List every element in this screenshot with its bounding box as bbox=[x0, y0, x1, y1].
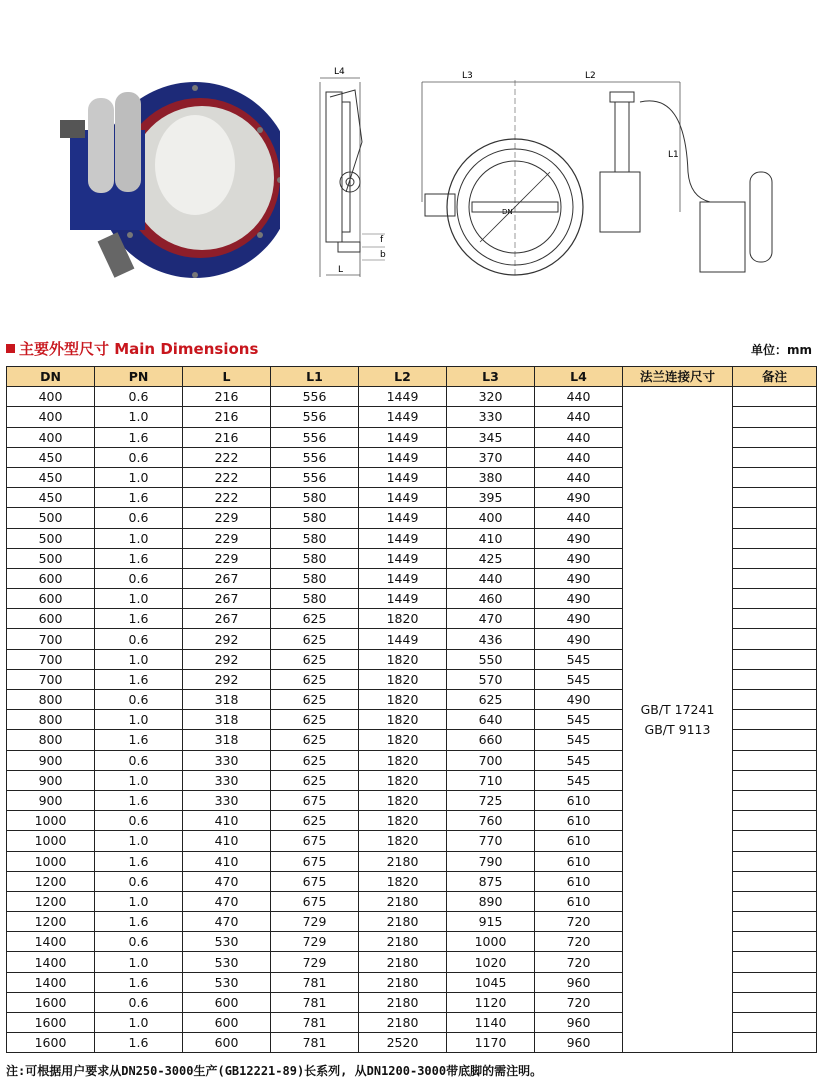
remark-cell bbox=[733, 407, 817, 427]
remark-cell bbox=[733, 710, 817, 730]
table-cell: 625 bbox=[271, 649, 359, 669]
table-cell: 960 bbox=[535, 972, 623, 992]
table-cell: 760 bbox=[447, 811, 535, 831]
table-cell: 556 bbox=[271, 467, 359, 487]
table-cell: 570 bbox=[447, 669, 535, 689]
table-cell: 460 bbox=[447, 589, 535, 609]
table-cell: 720 bbox=[535, 952, 623, 972]
table-cell: 267 bbox=[183, 589, 271, 609]
table-cell: 625 bbox=[271, 710, 359, 730]
table-cell: 1449 bbox=[359, 629, 447, 649]
table-cell: 2180 bbox=[359, 851, 447, 871]
table-cell: 222 bbox=[183, 447, 271, 467]
table-cell: 470 bbox=[183, 891, 271, 911]
table-cell: 1449 bbox=[359, 508, 447, 528]
table-cell: 0.6 bbox=[95, 992, 183, 1012]
remark-cell bbox=[733, 851, 817, 871]
remark-cell bbox=[733, 1013, 817, 1033]
label-l2: L2 bbox=[585, 71, 596, 81]
table-cell: 500 bbox=[7, 528, 95, 548]
column-header: L3 bbox=[447, 367, 535, 387]
column-header: PN bbox=[95, 367, 183, 387]
table-cell: 0.6 bbox=[95, 932, 183, 952]
table-cell: 470 bbox=[183, 912, 271, 932]
table-cell: 0.6 bbox=[95, 568, 183, 588]
remark-cell bbox=[733, 467, 817, 487]
table-cell: 2180 bbox=[359, 891, 447, 911]
table-cell: 900 bbox=[7, 790, 95, 810]
table-cell: 500 bbox=[7, 508, 95, 528]
remark-cell bbox=[733, 528, 817, 548]
table-cell: 725 bbox=[447, 790, 535, 810]
footnote: 注:可根据用户要求从DN250-3000生产(GB12221-89)长系列, 从DN1200-3000带底脚的需注明。 bbox=[6, 1064, 543, 1078]
table-cell: 2180 bbox=[359, 912, 447, 932]
table-cell: 345 bbox=[447, 427, 535, 447]
table-cell: 1820 bbox=[359, 871, 447, 891]
table-cell: 600 bbox=[7, 568, 95, 588]
table-cell: 960 bbox=[535, 1033, 623, 1053]
table-cell: 660 bbox=[447, 730, 535, 750]
label-l3: L3 bbox=[462, 71, 473, 81]
table-cell: 440 bbox=[535, 387, 623, 407]
remark-cell bbox=[733, 891, 817, 911]
table-cell: 410 bbox=[183, 851, 271, 871]
table-cell: 580 bbox=[271, 589, 359, 609]
table-cell: 530 bbox=[183, 932, 271, 952]
table-cell: 1200 bbox=[7, 912, 95, 932]
table-cell: 781 bbox=[271, 972, 359, 992]
label-l1: L1 bbox=[668, 150, 679, 160]
table-cell: 1.6 bbox=[95, 548, 183, 568]
table-cell: 1120 bbox=[447, 992, 535, 1012]
table-cell: 1449 bbox=[359, 568, 447, 588]
table-cell: 675 bbox=[271, 871, 359, 891]
table-cell: 1400 bbox=[7, 952, 95, 972]
table-cell: 610 bbox=[535, 871, 623, 891]
table-cell: 675 bbox=[271, 851, 359, 871]
table-cell: 729 bbox=[271, 912, 359, 932]
table-cell: 1000 bbox=[7, 851, 95, 871]
table-cell: 610 bbox=[535, 891, 623, 911]
table-cell: 580 bbox=[271, 508, 359, 528]
remark-cell bbox=[733, 1033, 817, 1053]
remark-cell bbox=[733, 669, 817, 689]
column-header: L4 bbox=[535, 367, 623, 387]
table-cell: 410 bbox=[183, 831, 271, 851]
table-cell: 1.6 bbox=[95, 851, 183, 871]
remark-cell bbox=[733, 508, 817, 528]
table-cell: 292 bbox=[183, 629, 271, 649]
table-cell: 400 bbox=[7, 387, 95, 407]
table-cell: 2180 bbox=[359, 932, 447, 952]
table-cell: 1.6 bbox=[95, 912, 183, 932]
table-cell: 490 bbox=[535, 548, 623, 568]
table-cell: 600 bbox=[7, 609, 95, 629]
table-cell: 370 bbox=[447, 447, 535, 467]
table-cell: 600 bbox=[183, 1013, 271, 1033]
table-cell: 490 bbox=[535, 568, 623, 588]
table-cell: 1449 bbox=[359, 528, 447, 548]
table-cell: 320 bbox=[447, 387, 535, 407]
remark-cell bbox=[733, 548, 817, 568]
table-cell: 1820 bbox=[359, 811, 447, 831]
section-header bbox=[6, 338, 814, 362]
front-view-drawing bbox=[410, 62, 780, 287]
table-cell: 545 bbox=[535, 669, 623, 689]
table-cell: 1000 bbox=[447, 932, 535, 952]
table-cell: 720 bbox=[535, 992, 623, 1012]
table-cell: 450 bbox=[7, 488, 95, 508]
table-cell: 1000 bbox=[7, 831, 95, 851]
remark-cell bbox=[733, 992, 817, 1012]
table-cell: 700 bbox=[7, 649, 95, 669]
table-cell: 625 bbox=[271, 770, 359, 790]
table-cell: 545 bbox=[535, 649, 623, 669]
table-cell: 625 bbox=[271, 690, 359, 710]
table-cell: 490 bbox=[535, 528, 623, 548]
table-cell: 600 bbox=[183, 1033, 271, 1053]
table-cell: 610 bbox=[535, 790, 623, 810]
table-cell: 720 bbox=[535, 912, 623, 932]
table-cell: 229 bbox=[183, 508, 271, 528]
table-cell: 1449 bbox=[359, 488, 447, 508]
table-body bbox=[7, 387, 817, 1053]
table-cell: 410 bbox=[447, 528, 535, 548]
table-cell: 770 bbox=[447, 831, 535, 851]
label-dn: DN bbox=[502, 208, 513, 216]
table-cell: 1.6 bbox=[95, 730, 183, 750]
table-cell: 490 bbox=[535, 609, 623, 629]
remark-cell bbox=[733, 952, 817, 972]
table-cell: 1820 bbox=[359, 609, 447, 629]
table-row bbox=[7, 387, 817, 407]
table-cell: 1.0 bbox=[95, 891, 183, 911]
table-cell: 1449 bbox=[359, 548, 447, 568]
table-cell: 450 bbox=[7, 447, 95, 467]
table-cell: 580 bbox=[271, 568, 359, 588]
table-cell: 440 bbox=[535, 508, 623, 528]
table-cell: 1.0 bbox=[95, 589, 183, 609]
table-cell: 440 bbox=[535, 467, 623, 487]
remark-cell bbox=[733, 871, 817, 891]
table-cell: 490 bbox=[535, 589, 623, 609]
table-cell: 556 bbox=[271, 427, 359, 447]
column-header: DN bbox=[7, 367, 95, 387]
flange-standard-cell bbox=[623, 387, 733, 1053]
table-cell: 470 bbox=[447, 609, 535, 629]
remark-cell bbox=[733, 427, 817, 447]
table-cell: 1000 bbox=[7, 811, 95, 831]
remark-cell bbox=[733, 811, 817, 831]
table-cell: 1820 bbox=[359, 790, 447, 810]
table-cell: 1.0 bbox=[95, 467, 183, 487]
table-cell: 556 bbox=[271, 407, 359, 427]
table-cell: 1600 bbox=[7, 992, 95, 1012]
remark-cell bbox=[733, 690, 817, 710]
table-cell: 1.0 bbox=[95, 952, 183, 972]
table-cell: 440 bbox=[447, 568, 535, 588]
table-cell: 1.0 bbox=[95, 1013, 183, 1033]
table-cell: 1449 bbox=[359, 467, 447, 487]
side-view-drawing bbox=[310, 62, 400, 287]
table-cell: 2520 bbox=[359, 1033, 447, 1053]
table-cell: 450 bbox=[7, 467, 95, 487]
table-cell: 1.0 bbox=[95, 710, 183, 730]
table-cell: 216 bbox=[183, 387, 271, 407]
remark-cell bbox=[733, 972, 817, 992]
table-cell: 800 bbox=[7, 690, 95, 710]
table-cell: 1.0 bbox=[95, 528, 183, 548]
table-cell: 1.0 bbox=[95, 831, 183, 851]
column-header: L2 bbox=[359, 367, 447, 387]
table-cell: 960 bbox=[535, 1013, 623, 1033]
table-cell: 720 bbox=[535, 932, 623, 952]
table-cell: 1820 bbox=[359, 730, 447, 750]
remark-cell bbox=[733, 750, 817, 770]
product-illustrations bbox=[0, 0, 822, 330]
column-header: 法兰连接尺寸 bbox=[623, 367, 733, 387]
table-cell: 900 bbox=[7, 770, 95, 790]
table-cell: 1820 bbox=[359, 690, 447, 710]
column-header: 备注 bbox=[733, 367, 817, 387]
table-cell: 2180 bbox=[359, 972, 447, 992]
table-cell: 229 bbox=[183, 548, 271, 568]
table-cell: 1200 bbox=[7, 871, 95, 891]
table-cell: 875 bbox=[447, 871, 535, 891]
table-cell: 625 bbox=[271, 730, 359, 750]
table-cell: 1.6 bbox=[95, 609, 183, 629]
table-cell: 330 bbox=[183, 770, 271, 790]
table-cell: 0.6 bbox=[95, 508, 183, 528]
table-cell: 1020 bbox=[447, 952, 535, 972]
table-cell: 470 bbox=[183, 871, 271, 891]
table-cell: 1.6 bbox=[95, 790, 183, 810]
table-cell: 1045 bbox=[447, 972, 535, 992]
remark-cell bbox=[733, 649, 817, 669]
column-header: L bbox=[183, 367, 271, 387]
table-cell: 729 bbox=[271, 952, 359, 972]
table-cell: 0.6 bbox=[95, 871, 183, 891]
table-cell: 625 bbox=[271, 750, 359, 770]
table-cell: 625 bbox=[271, 811, 359, 831]
table-cell: 330 bbox=[183, 750, 271, 770]
table-cell: 1820 bbox=[359, 750, 447, 770]
table-cell: 1449 bbox=[359, 387, 447, 407]
table-cell: 440 bbox=[535, 427, 623, 447]
remark-cell bbox=[733, 730, 817, 750]
table-cell: 0.6 bbox=[95, 447, 183, 467]
table-cell: 1.6 bbox=[95, 972, 183, 992]
table-cell: 710 bbox=[447, 770, 535, 790]
table-cell: 216 bbox=[183, 427, 271, 447]
table-cell: 640 bbox=[447, 710, 535, 730]
table-cell: 890 bbox=[447, 891, 535, 911]
table-cell: 545 bbox=[535, 750, 623, 770]
table-cell: 1820 bbox=[359, 669, 447, 689]
table-cell: 318 bbox=[183, 730, 271, 750]
table-cell: 1.6 bbox=[95, 1033, 183, 1053]
table-cell: 1600 bbox=[7, 1033, 95, 1053]
table-cell: 2180 bbox=[359, 952, 447, 972]
table-cell: 0.6 bbox=[95, 387, 183, 407]
table-cell: 1.0 bbox=[95, 649, 183, 669]
table-cell: 222 bbox=[183, 467, 271, 487]
table-cell: 1.6 bbox=[95, 669, 183, 689]
table-cell: 530 bbox=[183, 952, 271, 972]
table-cell: 400 bbox=[7, 427, 95, 447]
table-cell: 490 bbox=[535, 690, 623, 710]
table-cell: 600 bbox=[7, 589, 95, 609]
table-cell: 1449 bbox=[359, 407, 447, 427]
table-cell: 790 bbox=[447, 851, 535, 871]
table-cell: 2180 bbox=[359, 992, 447, 1012]
table-cell: 530 bbox=[183, 972, 271, 992]
table-cell: 436 bbox=[447, 629, 535, 649]
section-title bbox=[6, 338, 258, 359]
table-header-row bbox=[7, 367, 817, 387]
label-l: L bbox=[338, 265, 344, 275]
table-cell: 800 bbox=[7, 710, 95, 730]
remark-cell bbox=[733, 932, 817, 952]
section-title-text: 主要外型尺寸 Main Dimensions bbox=[19, 340, 259, 358]
table-cell: 729 bbox=[271, 932, 359, 952]
table-cell: 545 bbox=[535, 770, 623, 790]
table-cell: 1449 bbox=[359, 589, 447, 609]
table-cell: 545 bbox=[535, 710, 623, 730]
table-cell: 292 bbox=[183, 649, 271, 669]
flange-standard-item: GB/T 17241 bbox=[640, 701, 715, 717]
table-cell: 0.6 bbox=[95, 690, 183, 710]
table-cell: 0.6 bbox=[95, 811, 183, 831]
table-cell: 1200 bbox=[7, 891, 95, 911]
table-cell: 318 bbox=[183, 710, 271, 730]
flange-standard-item: GB/T 9113 bbox=[644, 721, 711, 737]
table-cell: 267 bbox=[183, 609, 271, 629]
remark-cell bbox=[733, 387, 817, 407]
table-cell: 900 bbox=[7, 750, 95, 770]
table-cell: 625 bbox=[271, 669, 359, 689]
table-cell: 781 bbox=[271, 1013, 359, 1033]
remark-cell bbox=[733, 568, 817, 588]
table-cell: 545 bbox=[535, 730, 623, 750]
remark-cell bbox=[733, 488, 817, 508]
table-cell: 675 bbox=[271, 790, 359, 810]
table-cell: 1170 bbox=[447, 1033, 535, 1053]
table-cell: 625 bbox=[271, 629, 359, 649]
table-cell: 580 bbox=[271, 488, 359, 508]
label-b: b bbox=[380, 250, 386, 260]
table-cell: 580 bbox=[271, 548, 359, 568]
table-cell: 395 bbox=[447, 488, 535, 508]
table-cell: 380 bbox=[447, 467, 535, 487]
valve-photo bbox=[60, 70, 280, 290]
table-cell: 1449 bbox=[359, 427, 447, 447]
table-cell: 700 bbox=[7, 669, 95, 689]
remark-cell bbox=[733, 609, 817, 629]
table-cell: 500 bbox=[7, 548, 95, 568]
table-cell: 625 bbox=[271, 609, 359, 629]
table-cell: 675 bbox=[271, 831, 359, 851]
remark-cell bbox=[733, 770, 817, 790]
table-cell: 610 bbox=[535, 831, 623, 851]
table-cell: 1400 bbox=[7, 932, 95, 952]
bullet-square-icon bbox=[6, 344, 15, 353]
table-cell: 600 bbox=[183, 992, 271, 1012]
table-cell: 1400 bbox=[7, 972, 95, 992]
table-cell: 216 bbox=[183, 407, 271, 427]
table-cell: 781 bbox=[271, 1033, 359, 1053]
table-cell: 1820 bbox=[359, 649, 447, 669]
table-cell: 675 bbox=[271, 891, 359, 911]
table-cell: 400 bbox=[447, 508, 535, 528]
table-cell: 400 bbox=[7, 407, 95, 427]
table-cell: 1.0 bbox=[95, 407, 183, 427]
table-cell: 556 bbox=[271, 387, 359, 407]
column-header: L1 bbox=[271, 367, 359, 387]
table-cell: 440 bbox=[535, 407, 623, 427]
table-cell: 229 bbox=[183, 528, 271, 548]
table-cell: 490 bbox=[535, 488, 623, 508]
table-cell: 440 bbox=[535, 447, 623, 467]
table-cell: 267 bbox=[183, 568, 271, 588]
table-cell: 1.6 bbox=[95, 488, 183, 508]
table-cell: 0.6 bbox=[95, 629, 183, 649]
table-cell: 556 bbox=[271, 447, 359, 467]
remark-cell bbox=[733, 447, 817, 467]
remark-cell bbox=[733, 629, 817, 649]
table-cell: 580 bbox=[271, 528, 359, 548]
table-cell: 915 bbox=[447, 912, 535, 932]
table-cell: 490 bbox=[535, 629, 623, 649]
table-cell: 1140 bbox=[447, 1013, 535, 1033]
table-cell: 1820 bbox=[359, 770, 447, 790]
table-cell: 550 bbox=[447, 649, 535, 669]
label-l4: L4 bbox=[334, 67, 345, 77]
label-f: f bbox=[380, 235, 384, 245]
table-cell: 2180 bbox=[359, 1013, 447, 1033]
table-cell: 1449 bbox=[359, 447, 447, 467]
dimensions-table bbox=[6, 366, 817, 1053]
unit-label: 单位：mm bbox=[750, 343, 812, 357]
remark-cell bbox=[733, 912, 817, 932]
table-cell: 1.0 bbox=[95, 770, 183, 790]
table-cell: 1820 bbox=[359, 710, 447, 730]
table-cell: 610 bbox=[535, 811, 623, 831]
table-cell: 625 bbox=[447, 690, 535, 710]
table-cell: 781 bbox=[271, 992, 359, 1012]
table-cell: 330 bbox=[447, 407, 535, 427]
remark-cell bbox=[733, 589, 817, 609]
table-cell: 410 bbox=[183, 811, 271, 831]
table-cell: 318 bbox=[183, 690, 271, 710]
table-cell: 800 bbox=[7, 730, 95, 750]
table-cell: 222 bbox=[183, 488, 271, 508]
table-cell: 700 bbox=[447, 750, 535, 770]
table-cell: 292 bbox=[183, 669, 271, 689]
table-cell: 610 bbox=[535, 851, 623, 871]
remark-cell bbox=[733, 790, 817, 810]
table-cell: 0.6 bbox=[95, 750, 183, 770]
remark-cell bbox=[733, 831, 817, 851]
table-cell: 1.6 bbox=[95, 427, 183, 447]
table-cell: 1600 bbox=[7, 1013, 95, 1033]
table-cell: 1820 bbox=[359, 831, 447, 851]
table-cell: 425 bbox=[447, 548, 535, 568]
table-cell: 330 bbox=[183, 790, 271, 810]
table-cell: 700 bbox=[7, 629, 95, 649]
